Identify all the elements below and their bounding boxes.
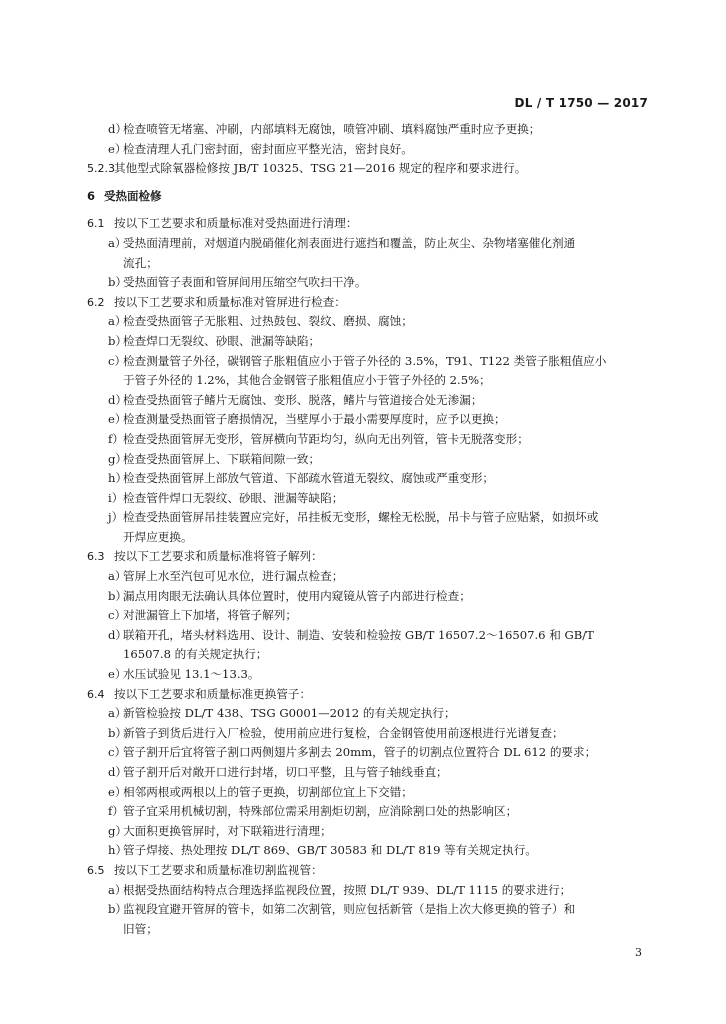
list-item: [0, 822, 726, 842]
list-item: [0, 841, 726, 861]
list-item: [0, 234, 726, 254]
list-item-label: e）: [108, 667, 127, 682]
list-item-text: 受热面清理前，对烟道内脱硝催化剂表面进行遮挡和覆盖，防止灰尘、杂物堵塞催化剂通: [123, 235, 576, 250]
list-item-text: 新管子到货后进行入厂检验，使用前应进行复检，合金钢管使用前逐根进行光谱复查；: [123, 725, 564, 740]
list-item-text: 于管子外径的 1.2%，其他合金钢管子胀粗值应小于管子外径的 2.5%；: [123, 373, 491, 388]
list-item: [0, 391, 726, 411]
clause: [0, 547, 726, 567]
list-item-label: e）: [108, 784, 127, 799]
list-item: [0, 312, 726, 332]
clause-text: 按以下工艺要求和质量标准对受热面进行清理：: [114, 216, 358, 231]
clause: [0, 159, 726, 179]
list-item: [0, 469, 726, 489]
list-item-text: 管子焊接、热处理按 DL/T 869、GB/T 30583 和 DL/T 819 等有关规定执行。: [123, 843, 537, 858]
list-item: [0, 410, 726, 430]
list-item-text: 检查测量受热面管子磨损情况，当壁厚小于最小需要厚度时，应予以更换；: [123, 412, 506, 427]
list-item-label: e）: [108, 412, 127, 427]
list-item-continuation: [0, 920, 726, 940]
list-item-label: c）: [108, 608, 127, 623]
clause-text: 按以下工艺要求和质量标准对管屏进行检查：: [114, 294, 346, 309]
list-item-label: a）: [108, 569, 127, 584]
clause-text: 其他型式除氧器检修按 JB/T 10325、TSG 21—2016 规定的程序和要求进行。: [114, 161, 527, 176]
list-item-label: a）: [108, 706, 127, 721]
list-item-text: 根据受热面结构特点合理选择监视段位置，按照 DL/T 939、DL/T 1115 的要求进行；: [123, 882, 572, 897]
clause-text: 按以下工艺要求和质量标准更换管子：: [114, 686, 312, 701]
list-item-text: 开焊应更换。: [123, 529, 193, 544]
clause-number: 6.1: [87, 217, 105, 231]
list-item-label: a）: [108, 882, 127, 897]
section-heading: [0, 187, 726, 207]
list-item-text: 漏点用肉眼无法确认具体位置时，使用内窥镜从管子内部进行检查；: [123, 588, 471, 603]
list-item-text: 检查受热面管屏上部放气管道、下部疏水管道无裂纹、腐蚀或严重变形；: [123, 471, 495, 486]
list-item-text: 检查测量管子外径，碳钢管子胀粗值应小于管子外径的 3.5%，T91、T122 类管子胀粗值应小: [123, 353, 607, 368]
list-item-text: 检查喷管无堵塞、冲刷，内部填料无腐蚀，喷管冲刷、填料腐蚀严重时应予更换；: [123, 122, 541, 136]
list-item-label: c）: [108, 745, 127, 760]
list-item-continuation: [0, 254, 726, 274]
list-item-label: b）: [108, 588, 128, 603]
list-item-label: j）: [108, 510, 124, 525]
list-item-text: 检查受热面管屏吊挂装置应完好，吊挂板无变形，螺栓无松脱，吊卡与管子应贴紧，如损坏或: [123, 510, 599, 525]
list-item-text: 检查清理人孔门密封面，密封面应平整光洁，密封良好。: [123, 141, 413, 156]
list-item-text: 检查受热面管屏上、下联箱间隙一致；: [123, 451, 321, 466]
list-item-label: c）: [108, 353, 127, 368]
list-item-text: 管子宜采用机械切割，特殊部位需采用割炬切割，应消除割口处的热影响区；: [123, 804, 518, 819]
list-item-text: 对泄漏管上下加堵，将管子解列；: [123, 608, 297, 623]
clause-number: 6.5: [87, 863, 105, 877]
list-item-text: 检查受热面管子鳍片无腐蚀、变形、脱落，鳍片与管道接合处无渗漏；: [123, 392, 483, 407]
list-item-text: 联箱开孔，堵头材料选用、设计、制造、安装和检验按 GB/T 16507.2～16507.6 和 GB/T: [123, 627, 594, 642]
list-item-text: 检查管件焊口无裂纹、砂眼、泄漏等缺陷；: [123, 490, 344, 505]
list-item-label: d）: [108, 627, 128, 642]
list-item-text: 大面积更换管屏时，对下联箱进行清理；: [123, 823, 332, 838]
list-item-text: 监视段宜避开管屏的管卡，如第二次割管，则应包括新管（是指上次大修更换的管子）和: [123, 902, 576, 917]
list-item: [0, 704, 726, 724]
list-item: [0, 763, 726, 783]
list-item: [0, 881, 726, 901]
list-item-text: 水压试验见 13.1～13.3。: [123, 667, 260, 682]
list-item-text: 管子割开后对敞开口进行封堵，切口平整，且与管子轴线垂直；: [123, 765, 448, 779]
list-item: [0, 450, 726, 470]
clause: [0, 685, 726, 705]
list-item-continuation: [0, 371, 726, 391]
list-item: [0, 508, 726, 528]
list-item: [0, 802, 726, 822]
list-item-label: e）: [108, 141, 127, 156]
clause-number: 6.3: [87, 550, 105, 564]
clause-number: 6.2: [87, 295, 105, 309]
clause: [0, 214, 726, 234]
list-item-label: a）: [108, 235, 127, 250]
list-item: [0, 626, 726, 646]
page-number: 3: [635, 946, 642, 959]
list-item-text: 16507.8 的有关规定执行；: [123, 647, 268, 662]
clause-text: 按以下工艺要求和质量标准切割监视管：: [114, 862, 323, 877]
clause-number: 5.2.3: [87, 162, 115, 176]
list-item-label: b）: [108, 333, 128, 348]
list-item: [0, 606, 726, 626]
list-item-text: 新管检验按 DL/T 438、TSG G0001—2012 的有关规定执行；: [123, 706, 456, 721]
list-item-label: d）: [108, 392, 128, 407]
list-item: [0, 900, 726, 920]
list-item: [0, 743, 726, 763]
clause: [0, 293, 726, 313]
list-item: [0, 140, 726, 160]
list-item: [0, 567, 726, 587]
list-item: [0, 489, 726, 509]
list-item-continuation: [0, 528, 726, 548]
list-item-label: h）: [108, 843, 128, 858]
list-item-text: 检查焊口无裂纹、砂眼、泄漏等缺陷；: [123, 333, 321, 348]
list-item-label: d）: [108, 122, 128, 136]
list-item-text: 相邻两根或两根以上的管子更换，切割部位宜上下交错；: [123, 784, 413, 799]
list-item: [0, 665, 726, 685]
list-item-continuation: [0, 645, 726, 665]
list-item: [0, 120, 726, 140]
list-item-text: 管子割开后宜将管子割口两侧翅片多割去 20mm，管子的切割点位置符合 DL 612 的要求；: [123, 745, 597, 760]
list-item: [0, 724, 726, 744]
list-item-text: 检查受热面管子无胀粗、过热鼓包、裂纹、磨损、腐蚀；: [123, 314, 413, 329]
list-item: [0, 332, 726, 352]
list-item: [0, 430, 726, 450]
list-item-text: 检查受热面管屏无变形，管屏横向节距均匀，纵向无出列管，管卡无脱落变形；: [123, 431, 529, 446]
list-item: [0, 352, 726, 372]
list-item-label: b）: [108, 902, 128, 917]
list-item-text: 流孔；: [123, 255, 158, 270]
list-item-label: b）: [108, 275, 128, 290]
list-item-label: d）: [108, 765, 128, 779]
list-item: [0, 273, 726, 293]
list-item-label: b）: [108, 725, 128, 740]
list-item-label: f）: [108, 431, 124, 446]
list-item: [0, 783, 726, 803]
clause-text: 按以下工艺要求和质量标准将管子解列：: [114, 549, 323, 564]
list-item-text: 管屏上水至汽包可见水位，进行漏点检查；: [123, 569, 344, 584]
section-number: 6: [87, 188, 96, 203]
list-item-label: a）: [108, 314, 127, 329]
clause-number: 6.4: [87, 687, 105, 701]
list-item-label: g）: [108, 823, 128, 838]
list-item-label: f）: [108, 804, 124, 819]
clause: [0, 861, 726, 881]
list-item-label: g）: [108, 451, 128, 466]
list-item-label: h）: [108, 471, 128, 486]
list-item-label: i）: [108, 490, 124, 505]
list-item-text: 受热面管子表面和管屏间用压缩空气吹扫干净。: [123, 275, 367, 290]
section-title: 受热面检修: [104, 188, 162, 203]
document-id: DL / T 1750 — 2017: [514, 96, 648, 110]
list-item: [0, 587, 726, 607]
list-item-text: 旧管；: [123, 921, 158, 936]
document-body: [0, 120, 726, 939]
